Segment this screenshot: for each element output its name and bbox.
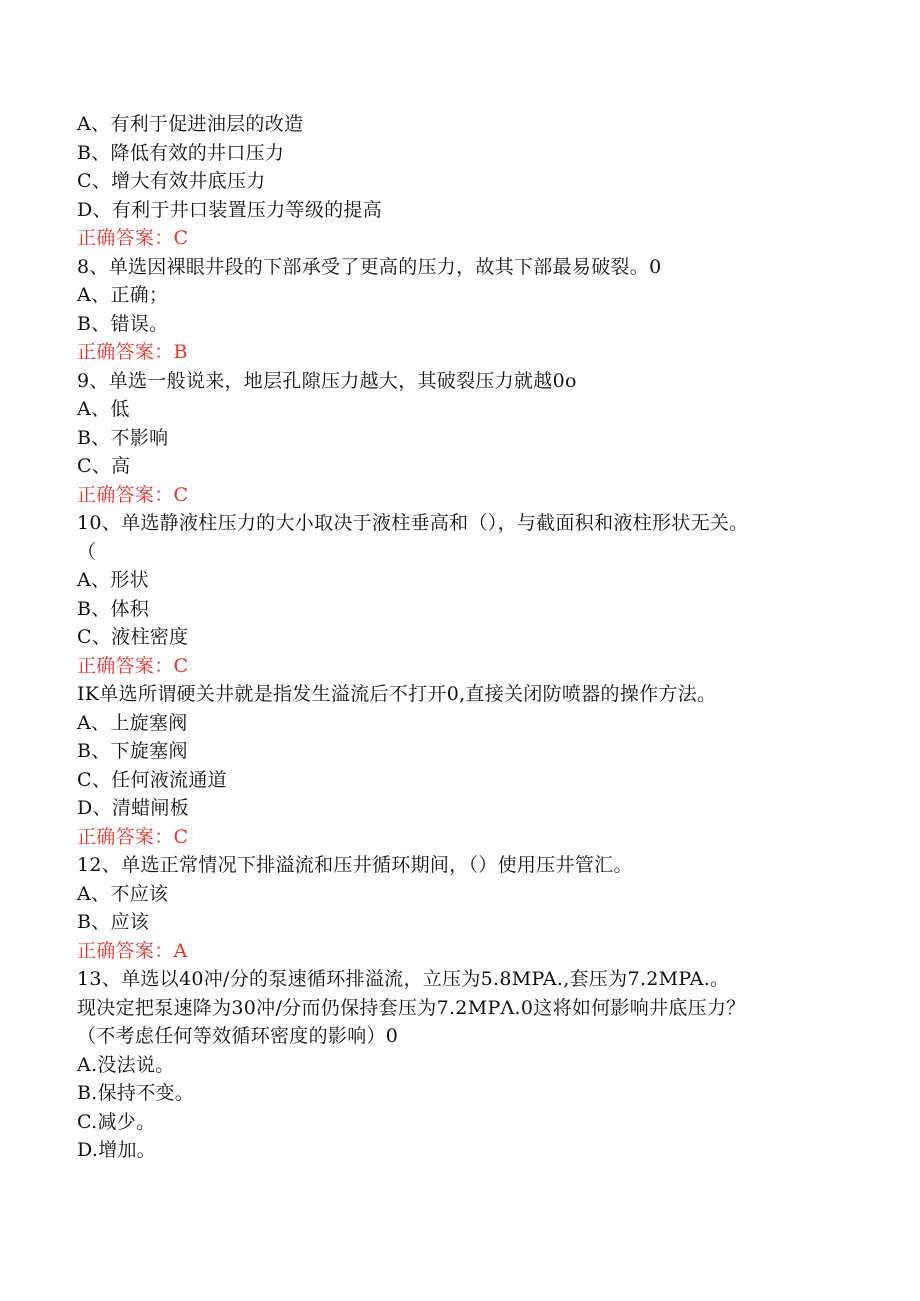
option-line: A、形状: [77, 569, 149, 591]
option-line: A、正确；: [77, 284, 169, 306]
option-line: D、清蜡闸板: [77, 797, 190, 819]
answer-line: 正确答案：A: [77, 939, 188, 962]
question-line: 10、单选静液柱压力的大小取决于液柱垂高和（），与截面积和液柱形状无关。: [77, 512, 749, 534]
question-line: 8、单选因裸眼井段的下部承受了更高的压力，故其下部最易破裂。0: [77, 255, 662, 278]
option-line: D.增加。: [77, 1139, 157, 1161]
option-line: C、任何液流通道: [77, 768, 227, 791]
option-line: C、增大有效井底压力: [77, 170, 266, 192]
option-line: B、应该: [77, 911, 150, 933]
question-line: IK单选所谓硬关井就是指发生溢流后不打开0,直接关闭防喷器的操作方法。: [77, 683, 717, 705]
option-line: C.减少。: [77, 1110, 156, 1133]
question-line: （: [77, 540, 97, 563]
answer-line: 正确答案：C: [77, 227, 189, 249]
option-line: C、高: [77, 455, 131, 477]
question-line: 9、单选一般说来，地层孔隙压力越大，其破裂压力就越0o: [77, 369, 577, 392]
option-line: A、有利于促进油层的改造: [77, 113, 304, 135]
option-line: C、液柱密度: [77, 626, 189, 648]
question-line: 现决定把泵速降为30冲/分而仍保持套压为7.2MPΛ.0这将如何影响井底压力？: [77, 996, 746, 1019]
option-line: B、不影响: [77, 426, 169, 449]
question-line: 13、单选以40冲/分的泵速循环排溢流，立压为5.8MPA.,套压为7.2MPA.。: [77, 968, 730, 990]
question-list: [77, 110, 897, 1165]
option-line: B、错误。: [77, 312, 169, 335]
option-line: B.保持不变。: [77, 1082, 195, 1104]
question-line: （不考虑任何等效循环密度的影响）0: [77, 1025, 399, 1047]
question-line: 12、单选正常情况下排溢流和压井循环期间，（）使用压井管汇。: [77, 854, 633, 876]
answer-line: 正确答案：C: [77, 483, 189, 506]
option-line: D、有利于井口装置压力等级的提高: [77, 198, 383, 221]
option-line: A、低: [77, 398, 130, 420]
option-line: B、降低有效的井口压力: [77, 141, 285, 164]
answer-line: 正确答案：C: [77, 654, 189, 677]
option-line: A、上旋塞阀: [77, 711, 188, 734]
option-line: A.没法说。: [77, 1053, 175, 1076]
option-line: A、不应该: [77, 882, 169, 905]
option-line: B、体积: [77, 597, 150, 620]
answer-line: 正确答案：C: [77, 825, 189, 848]
option-line: B、下旋塞阀: [77, 740, 188, 762]
answer-line: 正确答案：B: [77, 341, 188, 363]
